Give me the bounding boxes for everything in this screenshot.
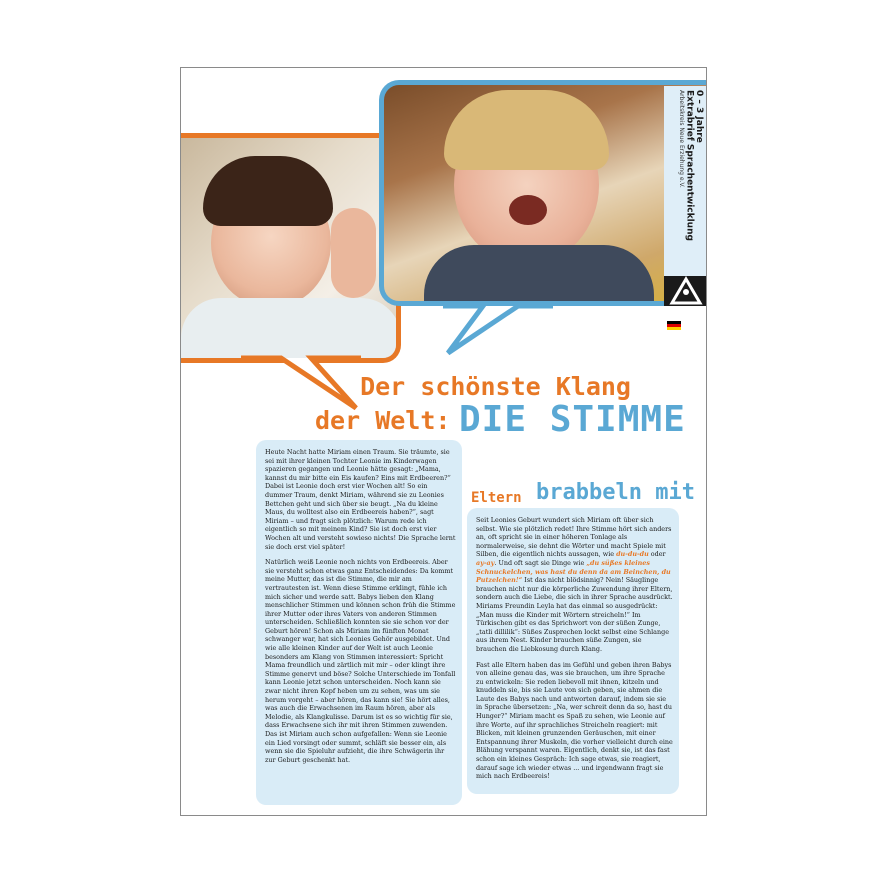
org-name: Arbeitskreis Neue Erziehung e.V.	[678, 90, 686, 188]
right-p1-emphasis-2: ay-ay	[476, 558, 495, 567]
series-title: Extrabrief Sprachentwicklung	[684, 90, 695, 241]
right-paragraph-2: Fast alle Eltern haben das im Gefühl und geben ihren Babys von alleine genau das, was sie brauchen, um ihre Sprache zu entwickeln: Sie reden liebevoll mit ihnen, kitzeln und knuddeln sie, bis sie Laute von sich geben, sie ahmen die Laute des Babys nach und antworten darauf, indem sie sie in Sprache übersetzen: „Na, wer schreit denn da so, hast du Hunger?“ Miriam macht es Spaß zu sehen, wie Leonie auf ihre Worte, auf ihr sprachliches Streicheln reagiert: mit Blicken, mit kleinen grunzenden Geräuschen, mit einer Entspannung ihrer Muskeln, die vorher vielleicht durch eine Blähung verspannt waren. Eigentlich, denkt sie, ist das fast schon ein kleines Gespräch: Ich sage etwas, sie reagiert, darauf sage ich wieder etwas ... und irgendwann fragt sie mich nach Erdbeereis!	[476, 660, 673, 781]
subheading-small: Eltern	[471, 490, 522, 506]
right-p1-emphasis-1: du-du-du	[616, 550, 649, 559]
headline-line2-orange: der Welt:	[315, 406, 451, 435]
side-label	[671, 90, 703, 290]
right-p1-emphasis-3: „du süßes kleines Schnuckelchen, was hast du denn da am Beinchen, du Putzelchen!“	[476, 558, 671, 585]
left-text-column	[256, 440, 462, 805]
left-paragraph-1: Heute Nacht hatte Miriam einen Traum. Sie träumte, sie sei mit ihrer kleinen Tochter Leonie im Kinderwagen spazieren gegangen und Leonie hätte gesagt: „Mama, kannst du mir bitte ein Eis kaufen? Eins mit Erdbeeren?“ Dabei ist Leonie doch erst vier Wochen alt! So ein dummer Traum, denkt Miriam, während sie zu Leonies Bettchen geht und sich über sie beugt. „Na du kleine Maus, du wolltest also ein Erdbeereis haben?“, sagt Miriam – und fragt sich plötzlich: Warum rede ich eigentlich so mit meinem Kind? Sie ist doch erst vier Wochen alt und versteht sowieso nichts! Die Sprache lernt sie doch erst viel später!	[265, 448, 456, 551]
subheading-big: brabbeln mit	[536, 480, 695, 505]
right-paragraph-1	[476, 516, 673, 654]
german-flag-icon	[667, 321, 681, 330]
right-text-column	[467, 508, 679, 794]
brochure-page	[180, 67, 707, 816]
headline-line2-blue: DIE STIMME	[459, 399, 686, 440]
right-p1-text-d: Ist das nicht blödsinnig? Nein! Säuglinge brauchen nicht nur die körperliche Zuwendung ihrer Eltern, sondern auch die Liebe, die sich in ihrer Sprache ausdrückt. Miriams Freundin Leyla hat das einmal so ausgedrückt: „Man muss die Kinder mit Wörtern streicheln!“ Im Türkischen gibt es das Sprichwort von der süßen Zunge, „tatli dillilik“: Süßes Zusprechen lockt selbst eine Schlange aus ihrem Nest. Kinder brauchen süße Zungen, sie brauchen die Liebkosung durch Klang.	[476, 576, 673, 653]
right-p1-text-a: Seit Leonies Geburt wundert sich Miriam oft über sich selbst. Wie sie plötzlich redet! Ihre Stimme hört sich anders an, oft spricht sie in einer höheren Tonlage als normalerweise, sie dehnt die Wörter und macht Spiele mit Silben, die eigentlich nichts aussagen, wie	[476, 516, 672, 559]
flag-stripe-gold	[667, 327, 681, 330]
left-paragraph-2: Natürlich weiß Leonie noch nichts von Erdbeereis. Aber sie versteht schon etwas ganz Entscheidendes: Da kommt meine Mutter, das ist die Stimme, die mir am vertrautesten ist. Wenn diese Stimme erklingt, fühle ich mich sicher und werde satt. Babys lieben den Klang menschlicher Stimmen und können schon früh die Stimme ihrer Mutter oder ihres Vaters von anderen Stimmen unterscheiden. Schließlich konnten sie sie schon vor der Geburt hören! Schon als Miriam im fünften Monat schwanger war, hat sich Leonies Gehör ausgebildet. Und wie alle kleinen Kinder auf der Welt ist auch Leonie besonders am Klang von Stimmen interessiert: Spricht Mama freundlich und zärtlich mit mir – oder klingt ihre Stimme genervt und böse? Solche Unterschiede im Tonfall kann Leonie jetzt schon unterscheiden. Noch kann sie zwar nicht ihren Kopf heben um zu sehen, was um sie herum vorgeht – aber hören, das kann sie! Sie hört alles, was auch die Erwachsenen im Raum hören, aber als Melodie, als Klangkulisse. Darum ist es so wichtig für sie, dass Erwachsene sich ihr mit ihren Stimmen zuwenden. Das ist Miriam auch schon aufgefallen: Wenn sie Leonie ein Lied vorsingt oder summt, schläft sie besser ein, als wenn sie die Spieluhr aufzieht, die ihre Schwägerin ihr zur Geburt geschenkt hat.	[265, 558, 456, 764]
headline-line1: Der schönste Klang	[360, 372, 631, 401]
logo-symbol-icon	[664, 276, 707, 306]
right-p1-text-c: . Und oft sagt sie Dinge wie	[494, 558, 587, 567]
speech-tail-blue	[443, 301, 553, 356]
baby-photo-left	[181, 133, 401, 363]
right-p1-text-b: oder	[648, 550, 666, 559]
org-logo	[664, 276, 707, 306]
toddler-photo-right	[379, 80, 707, 306]
age-range: 0 – 3 Jahre	[694, 90, 704, 143]
